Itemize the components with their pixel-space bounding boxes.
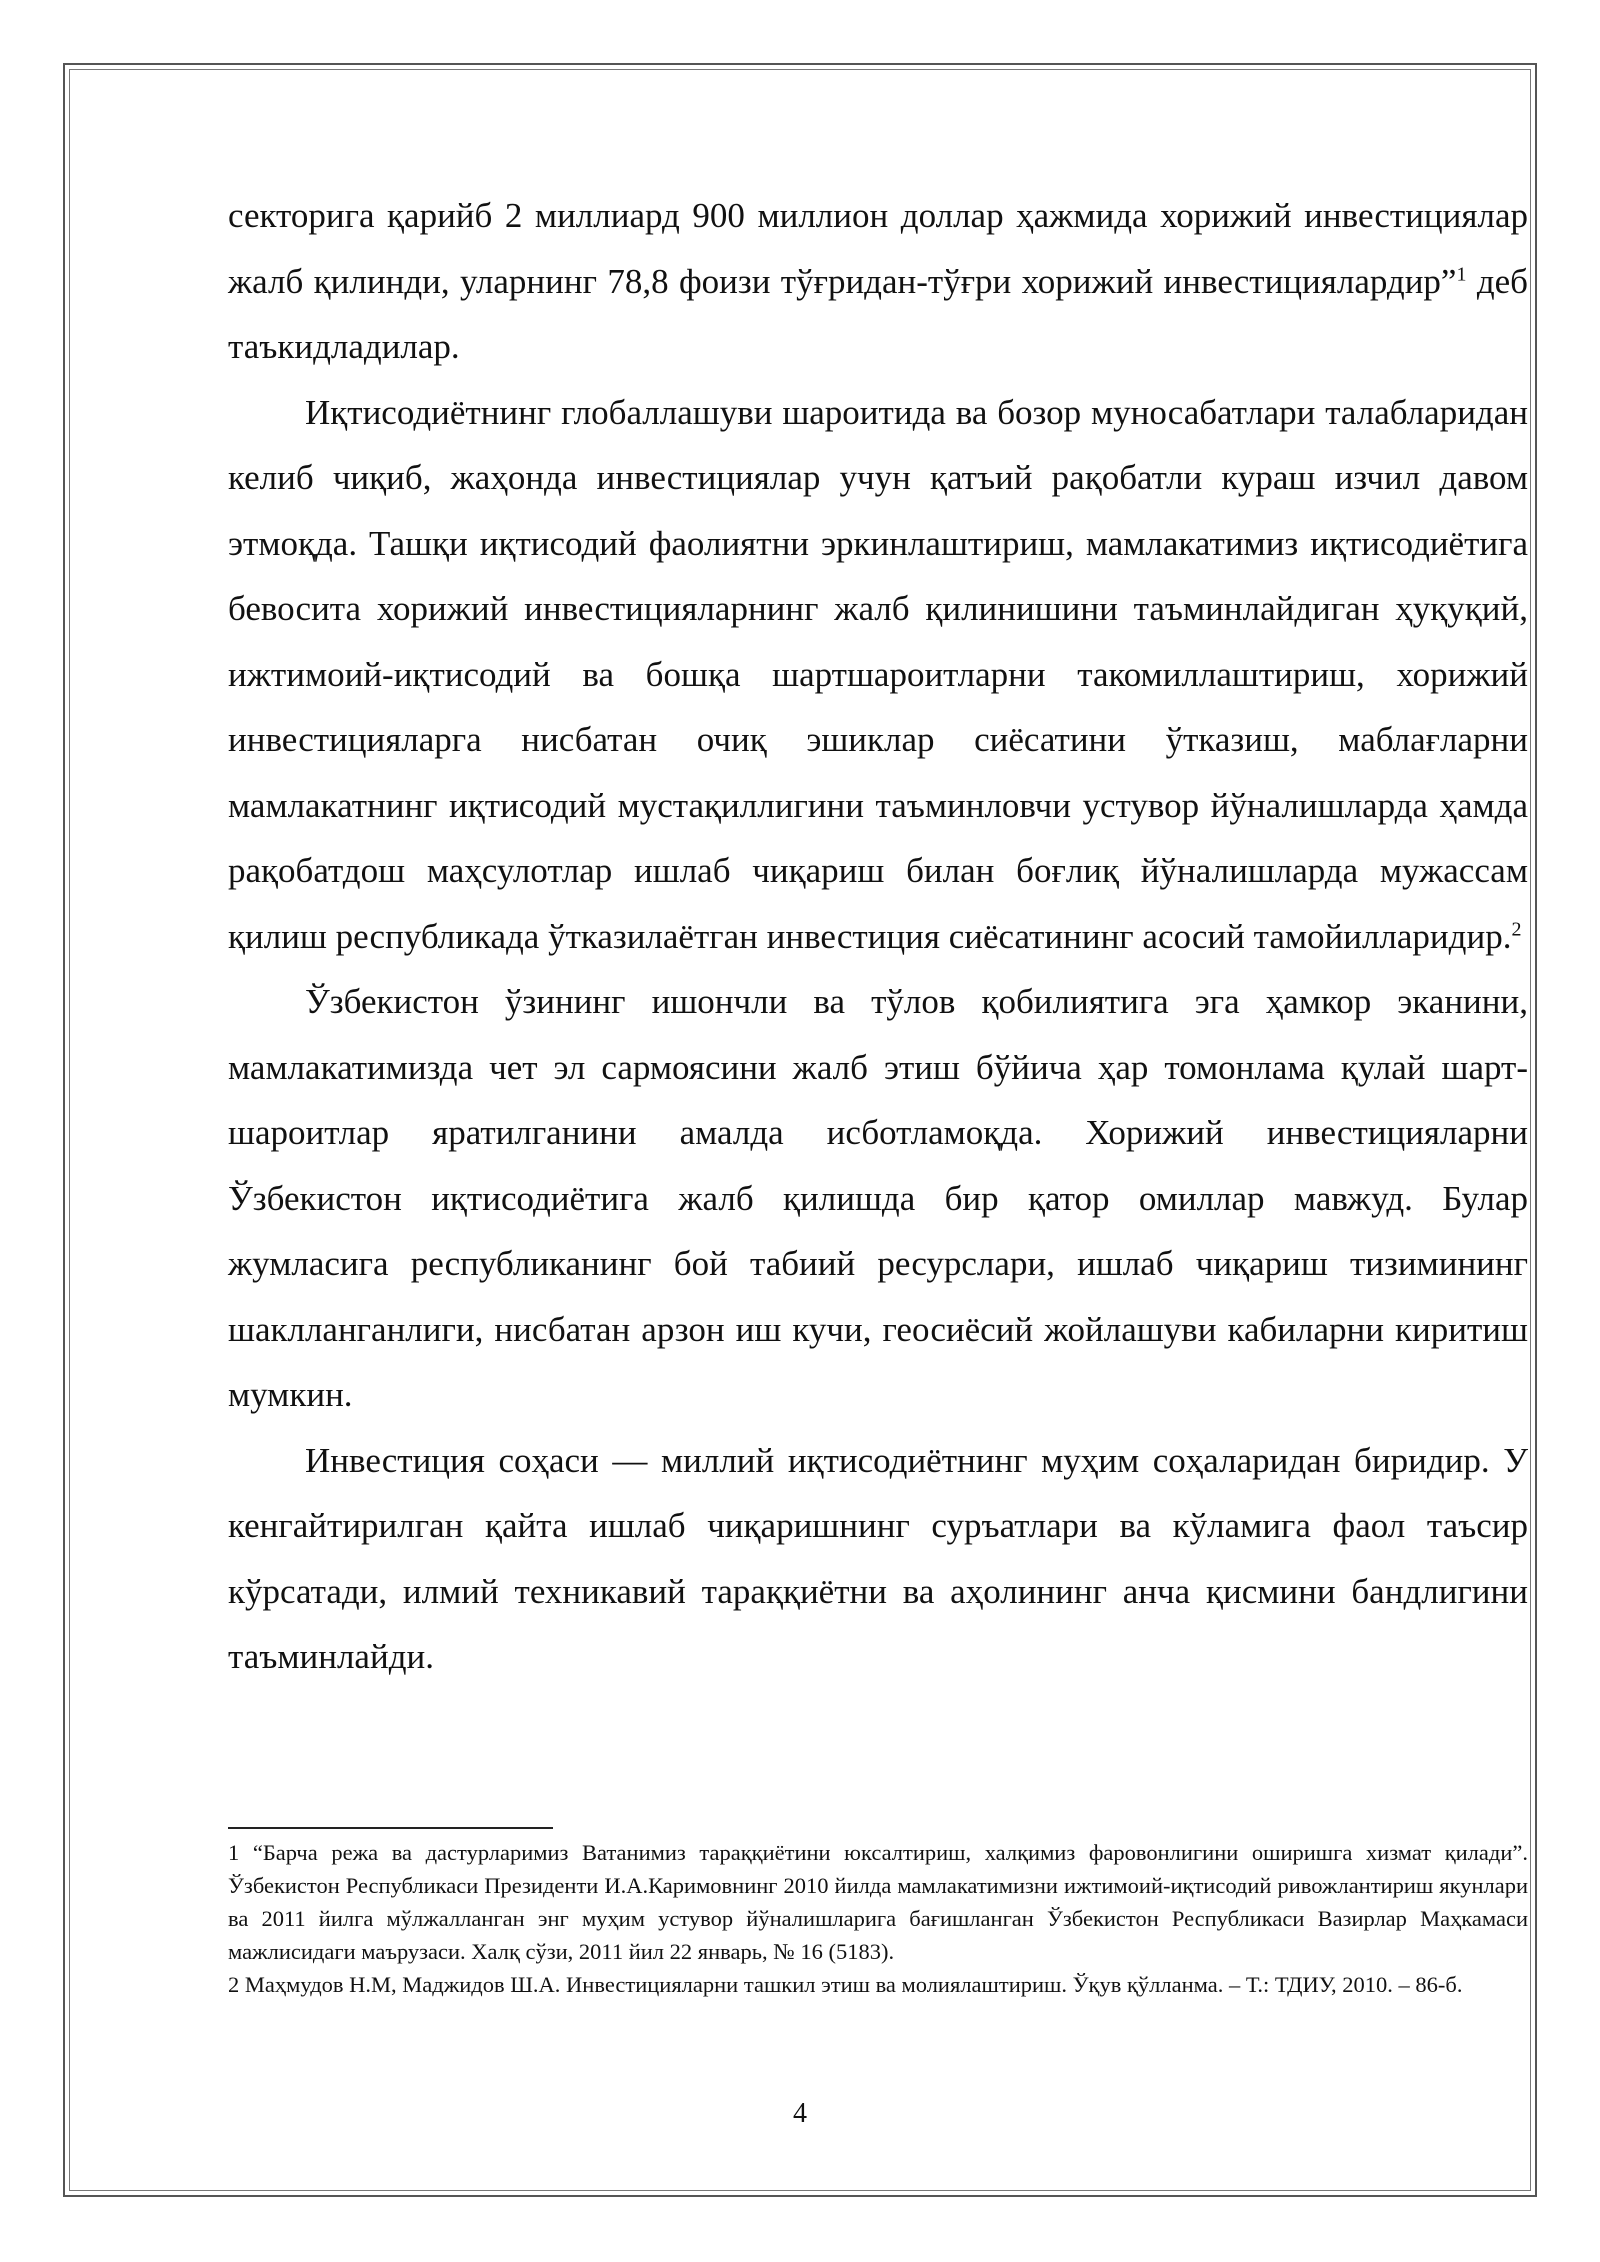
footnote-ref-2[interactable]: 2 [1511, 917, 1522, 940]
paragraph-4: Инвестиция соҳаси — миллий иқтисодиётнинг муҳим соҳаларидан биридир. У кенгайтирилган қайта ишлаб чиқаришнинг суръатлари ва кўламига фаол таъсир кўрсатади, илмий техникавий тараққиётни ва аҳолининг анча қисмини бандлигини таъминлайди. [228, 1440, 1528, 1676]
paragraph-2-text: Иқтисодиётнинг глобаллашуви шароитида ва бозор муносабатлари талабларидан келиб чиқиб, жаҳонда инвестициялар учун қатъий рақобатли кураш изчил давом этмоқда. Ташқи иқтисодий фаолиятни эркинлаштириш, мамлакатимиз иқтисодиётига бевосита хорижий инвестицияларнинг жалб қилинишини таъминлайдиган ҳуқуқий, ижтимоий-иқтисодий ва бошқа шартшароитларни такомиллаштириш, хорижий инвестицияларга нисбатан очиқ эшиклар сиёсатини ўтказиш, маблағларни мамлакатнинг иқтисодий мустақиллигини таъминловчи устувор йўналишларда ҳамда рақобатдош маҳсулотлар ишлаб чиқариш билан боғлиқ йўналишларда мужассам қилиш республикада ўтказилаётган инвестиция сиёсатининг асосий тамойилларидир. [228, 392, 1528, 956]
footnote-separator [228, 1827, 553, 1829]
paragraph-3: Ўзбекистон ўзининг ишончли ва тўлов қобилиятига эга ҳамкор эканини, мамлакатимизда чет эл сармоясини жалб этиш бўйича ҳар томонлама қулай шарт-шароитлар яратилганини амалда исботламоқда. Хорижий инвестицияларни Ўзбекистон иқтисодиётига жалб қилишда бир қатор омиллар мавжуд. Булар жумласига республиканинг бой табиий ресурслари, ишлаб чиқариш тизимининг шаклланганлиги, нисбатан арзон иш кучи, геосиёсий жойлашуви кабиларни киритиш мумкин. [228, 982, 1528, 1414]
footnotes [228, 1836, 1528, 2001]
paragraph-2 [228, 380, 1528, 970]
footnote-1: 1 “Барча режа ва дастурларимиз Ватанимиз тараққиётини юксалтириш, халқимиз фаровонлигини оширишга хизмат қилади”. Ўзбекистон Республикаси Президенти И.А.Каримовнинг 2010 йилда мамлакатимизни ижтимоий-иқтисодий ривожлантириш якунлари ва 2011 йилга мўлжалланган энг муҳим устувор йўналишларига бағишланган Ўзбекистон Республикаси Вазирлар Маҳкамаси мажлисидаги маърузаси. Халқ сўзи, 2011 йил 22 январь, № 16 (5183). [228, 1840, 1528, 1964]
paragraph-1-text-after: деб таъкидладилар. [228, 261, 1528, 366]
page-body [228, 183, 1528, 1690]
page-number: 4 [793, 2098, 807, 2129]
footnote-2: 2 Маҳмудов Н.М, Маджидов Ш.А. Инвестицияларни ташкил этиш ва молиялаштириш. Ўқув қўлланма. – Т.: ТДИУ, 2010. – 86-б. [228, 1972, 1463, 1997]
paragraph-1 [228, 183, 1528, 380]
footnote-ref-1[interactable]: 1 [1456, 262, 1467, 285]
paragraph-1-text: секторига қарийб 2 миллиард 900 миллион доллар ҳажмида хорижий инвестициялар жалб қилинди, уларнинг 78,8 фоизи тўғридан-тўғри хорижий инвестициялардир” [228, 196, 1528, 301]
